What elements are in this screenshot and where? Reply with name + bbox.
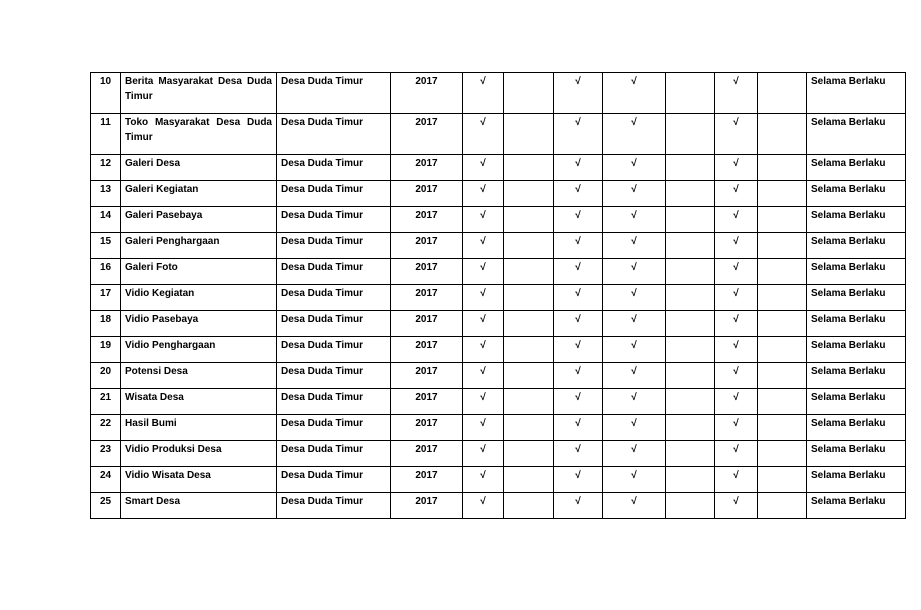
- item-year: 2017: [391, 337, 463, 363]
- item-name: Smart Desa: [121, 493, 277, 519]
- item-name: Vidio Pasebaya: [121, 311, 277, 337]
- check-mark-cell: √: [603, 181, 666, 207]
- row-number: 19: [91, 337, 121, 363]
- check-mark-cell: √: [554, 493, 603, 519]
- item-year: 2017: [391, 73, 463, 114]
- check-mark-cell: [758, 181, 807, 207]
- item-year: 2017: [391, 311, 463, 337]
- check-mark-cell: √: [554, 337, 603, 363]
- retention-period: Selama Berlaku: [807, 389, 906, 415]
- check-mark-cell: √: [463, 311, 504, 337]
- check-mark-cell: √: [603, 441, 666, 467]
- retention-period: Selama Berlaku: [807, 493, 906, 519]
- check-mark-cell: √: [715, 441, 758, 467]
- check-mark-cell: √: [554, 259, 603, 285]
- check-mark-cell: √: [554, 207, 603, 233]
- retention-period: Selama Berlaku: [807, 363, 906, 389]
- item-location: Desa Duda Timur: [277, 181, 391, 207]
- check-mark-cell: √: [715, 285, 758, 311]
- item-year: 2017: [391, 389, 463, 415]
- check-mark-cell: √: [463, 207, 504, 233]
- row-number: 18: [91, 311, 121, 337]
- check-mark-cell: √: [715, 363, 758, 389]
- table-row: [91, 493, 906, 519]
- item-location: Desa Duda Timur: [277, 415, 391, 441]
- check-mark-cell: [504, 415, 554, 441]
- item-location: Desa Duda Timur: [277, 233, 391, 259]
- check-mark-cell: √: [554, 441, 603, 467]
- table-row: [91, 311, 906, 337]
- table-row: [91, 467, 906, 493]
- check-mark-cell: [758, 155, 807, 181]
- item-year: 2017: [391, 493, 463, 519]
- retention-period: Selama Berlaku: [807, 155, 906, 181]
- item-name: Galeri Desa: [121, 155, 277, 181]
- check-mark-cell: √: [463, 181, 504, 207]
- check-mark-cell: [758, 73, 807, 114]
- check-mark-cell: √: [463, 389, 504, 415]
- item-name: Vidio Produksi Desa: [121, 441, 277, 467]
- check-mark-cell: √: [603, 207, 666, 233]
- check-mark-cell: [666, 311, 715, 337]
- retention-period: Selama Berlaku: [807, 73, 906, 114]
- check-mark-cell: √: [554, 114, 603, 155]
- check-mark-cell: √: [715, 233, 758, 259]
- table-body: [91, 73, 906, 519]
- item-location: Desa Duda Timur: [277, 441, 391, 467]
- check-mark-cell: √: [715, 467, 758, 493]
- retention-period: Selama Berlaku: [807, 467, 906, 493]
- check-mark-cell: [504, 259, 554, 285]
- check-mark-cell: [666, 363, 715, 389]
- check-mark-cell: √: [463, 415, 504, 441]
- check-mark-cell: [504, 155, 554, 181]
- records-table: [90, 72, 906, 519]
- row-number: 13: [91, 181, 121, 207]
- item-name: Galeri Penghargaan: [121, 233, 277, 259]
- check-mark-cell: √: [554, 467, 603, 493]
- check-mark-cell: √: [603, 285, 666, 311]
- row-number: 16: [91, 259, 121, 285]
- item-location: Desa Duda Timur: [277, 114, 391, 155]
- check-mark-cell: √: [463, 493, 504, 519]
- table-row: [91, 207, 906, 233]
- item-location: Desa Duda Timur: [277, 389, 391, 415]
- row-number: 12: [91, 155, 121, 181]
- item-location: Desa Duda Timur: [277, 363, 391, 389]
- item-location: Desa Duda Timur: [277, 259, 391, 285]
- check-mark-cell: [758, 389, 807, 415]
- check-mark-cell: [504, 285, 554, 311]
- check-mark-cell: √: [463, 259, 504, 285]
- item-year: 2017: [391, 467, 463, 493]
- check-mark-cell: √: [554, 181, 603, 207]
- check-mark-cell: √: [715, 114, 758, 155]
- item-name: Galeri Kegiatan: [121, 181, 277, 207]
- check-mark-cell: √: [463, 114, 504, 155]
- check-mark-cell: [666, 207, 715, 233]
- check-mark-cell: √: [603, 73, 666, 114]
- table-row: [91, 441, 906, 467]
- item-year: 2017: [391, 415, 463, 441]
- row-number: 20: [91, 363, 121, 389]
- check-mark-cell: [666, 233, 715, 259]
- check-mark-cell: [504, 467, 554, 493]
- check-mark-cell: √: [603, 363, 666, 389]
- check-mark-cell: [666, 337, 715, 363]
- item-name: Vidio Penghargaan: [121, 337, 277, 363]
- check-mark-cell: √: [463, 467, 504, 493]
- check-mark-cell: [758, 441, 807, 467]
- check-mark-cell: √: [715, 493, 758, 519]
- check-mark-cell: √: [463, 285, 504, 311]
- check-mark-cell: [504, 311, 554, 337]
- check-mark-cell: [666, 155, 715, 181]
- item-location: Desa Duda Timur: [277, 311, 391, 337]
- check-mark-cell: √: [463, 337, 504, 363]
- check-mark-cell: √: [463, 441, 504, 467]
- check-mark-cell: [666, 114, 715, 155]
- retention-period: Selama Berlaku: [807, 207, 906, 233]
- retention-period: Selama Berlaku: [807, 114, 906, 155]
- item-name: Galeri Foto: [121, 259, 277, 285]
- table-row: [91, 285, 906, 311]
- item-year: 2017: [391, 233, 463, 259]
- table-row: [91, 155, 906, 181]
- check-mark-cell: √: [715, 155, 758, 181]
- check-mark-cell: [758, 363, 807, 389]
- table-row: [91, 337, 906, 363]
- row-number: 15: [91, 233, 121, 259]
- item-name: Berita Masyarakat Desa Duda Timur: [121, 73, 277, 114]
- check-mark-cell: √: [603, 114, 666, 155]
- item-year: 2017: [391, 114, 463, 155]
- check-mark-cell: [504, 233, 554, 259]
- check-mark-cell: √: [463, 233, 504, 259]
- check-mark-cell: [504, 441, 554, 467]
- check-mark-cell: √: [603, 389, 666, 415]
- check-mark-cell: [666, 285, 715, 311]
- row-number: 14: [91, 207, 121, 233]
- retention-period: Selama Berlaku: [807, 285, 906, 311]
- check-mark-cell: √: [554, 233, 603, 259]
- check-mark-cell: √: [603, 233, 666, 259]
- check-mark-cell: [666, 389, 715, 415]
- row-number: 21: [91, 389, 121, 415]
- item-name: Vidio Kegiatan: [121, 285, 277, 311]
- check-mark-cell: [758, 467, 807, 493]
- item-name: Galeri Pasebaya: [121, 207, 277, 233]
- check-mark-cell: √: [715, 207, 758, 233]
- item-location: Desa Duda Timur: [277, 207, 391, 233]
- retention-period: Selama Berlaku: [807, 181, 906, 207]
- check-mark-cell: [758, 337, 807, 363]
- table-row: [91, 233, 906, 259]
- check-mark-cell: √: [603, 467, 666, 493]
- item-year: 2017: [391, 441, 463, 467]
- check-mark-cell: [504, 337, 554, 363]
- check-mark-cell: √: [463, 73, 504, 114]
- row-number: 25: [91, 493, 121, 519]
- check-mark-cell: [504, 207, 554, 233]
- item-year: 2017: [391, 285, 463, 311]
- check-mark-cell: √: [554, 415, 603, 441]
- check-mark-cell: √: [715, 337, 758, 363]
- retention-period: Selama Berlaku: [807, 259, 906, 285]
- check-mark-cell: [666, 259, 715, 285]
- table-row: [91, 114, 906, 155]
- check-mark-cell: [666, 493, 715, 519]
- check-mark-cell: √: [715, 389, 758, 415]
- table-row: [91, 73, 906, 114]
- check-mark-cell: [666, 181, 715, 207]
- table-row: [91, 259, 906, 285]
- check-mark-cell: [504, 363, 554, 389]
- table-row: [91, 181, 906, 207]
- table-row: [91, 389, 906, 415]
- check-mark-cell: √: [554, 155, 603, 181]
- retention-period: Selama Berlaku: [807, 441, 906, 467]
- retention-period: Selama Berlaku: [807, 311, 906, 337]
- check-mark-cell: [666, 73, 715, 114]
- check-mark-cell: [666, 467, 715, 493]
- table-row: [91, 415, 906, 441]
- retention-period: Selama Berlaku: [807, 415, 906, 441]
- retention-period: Selama Berlaku: [807, 337, 906, 363]
- check-mark-cell: [504, 389, 554, 415]
- check-mark-cell: √: [603, 415, 666, 441]
- item-name: Wisata Desa: [121, 389, 277, 415]
- row-number: 22: [91, 415, 121, 441]
- check-mark-cell: [758, 233, 807, 259]
- check-mark-cell: √: [554, 73, 603, 114]
- row-number: 23: [91, 441, 121, 467]
- item-name: Toko Masyarakat Desa Duda Timur: [121, 114, 277, 155]
- check-mark-cell: [504, 493, 554, 519]
- check-mark-cell: √: [603, 337, 666, 363]
- row-number: 24: [91, 467, 121, 493]
- check-mark-cell: [758, 207, 807, 233]
- check-mark-cell: [758, 415, 807, 441]
- check-mark-cell: √: [715, 311, 758, 337]
- check-mark-cell: √: [554, 363, 603, 389]
- check-mark-cell: √: [554, 311, 603, 337]
- check-mark-cell: [758, 493, 807, 519]
- check-mark-cell: √: [715, 415, 758, 441]
- check-mark-cell: [504, 181, 554, 207]
- row-number: 10: [91, 73, 121, 114]
- item-year: 2017: [391, 259, 463, 285]
- check-mark-cell: [758, 311, 807, 337]
- table-row: [91, 363, 906, 389]
- check-mark-cell: [758, 114, 807, 155]
- check-mark-cell: [504, 73, 554, 114]
- check-mark-cell: √: [603, 259, 666, 285]
- item-year: 2017: [391, 207, 463, 233]
- check-mark-cell: [666, 415, 715, 441]
- retention-period: Selama Berlaku: [807, 233, 906, 259]
- check-mark-cell: √: [554, 389, 603, 415]
- check-mark-cell: √: [463, 155, 504, 181]
- row-number: 11: [91, 114, 121, 155]
- check-mark-cell: [666, 441, 715, 467]
- item-name: Potensi Desa: [121, 363, 277, 389]
- item-name: Hasil Bumi: [121, 415, 277, 441]
- check-mark-cell: √: [603, 493, 666, 519]
- item-location: Desa Duda Timur: [277, 155, 391, 181]
- item-location: Desa Duda Timur: [277, 73, 391, 114]
- item-year: 2017: [391, 155, 463, 181]
- row-number: 17: [91, 285, 121, 311]
- check-mark-cell: √: [603, 155, 666, 181]
- item-year: 2017: [391, 363, 463, 389]
- item-location: Desa Duda Timur: [277, 337, 391, 363]
- item-year: 2017: [391, 181, 463, 207]
- check-mark-cell: √: [715, 181, 758, 207]
- check-mark-cell: √: [554, 285, 603, 311]
- item-location: Desa Duda Timur: [277, 285, 391, 311]
- item-location: Desa Duda Timur: [277, 467, 391, 493]
- check-mark-cell: [504, 114, 554, 155]
- check-mark-cell: √: [715, 73, 758, 114]
- check-mark-cell: [758, 259, 807, 285]
- item-name: Vidio Wisata Desa: [121, 467, 277, 493]
- check-mark-cell: √: [463, 363, 504, 389]
- item-location: Desa Duda Timur: [277, 493, 391, 519]
- check-mark-cell: [758, 285, 807, 311]
- check-mark-cell: √: [603, 311, 666, 337]
- check-mark-cell: √: [715, 259, 758, 285]
